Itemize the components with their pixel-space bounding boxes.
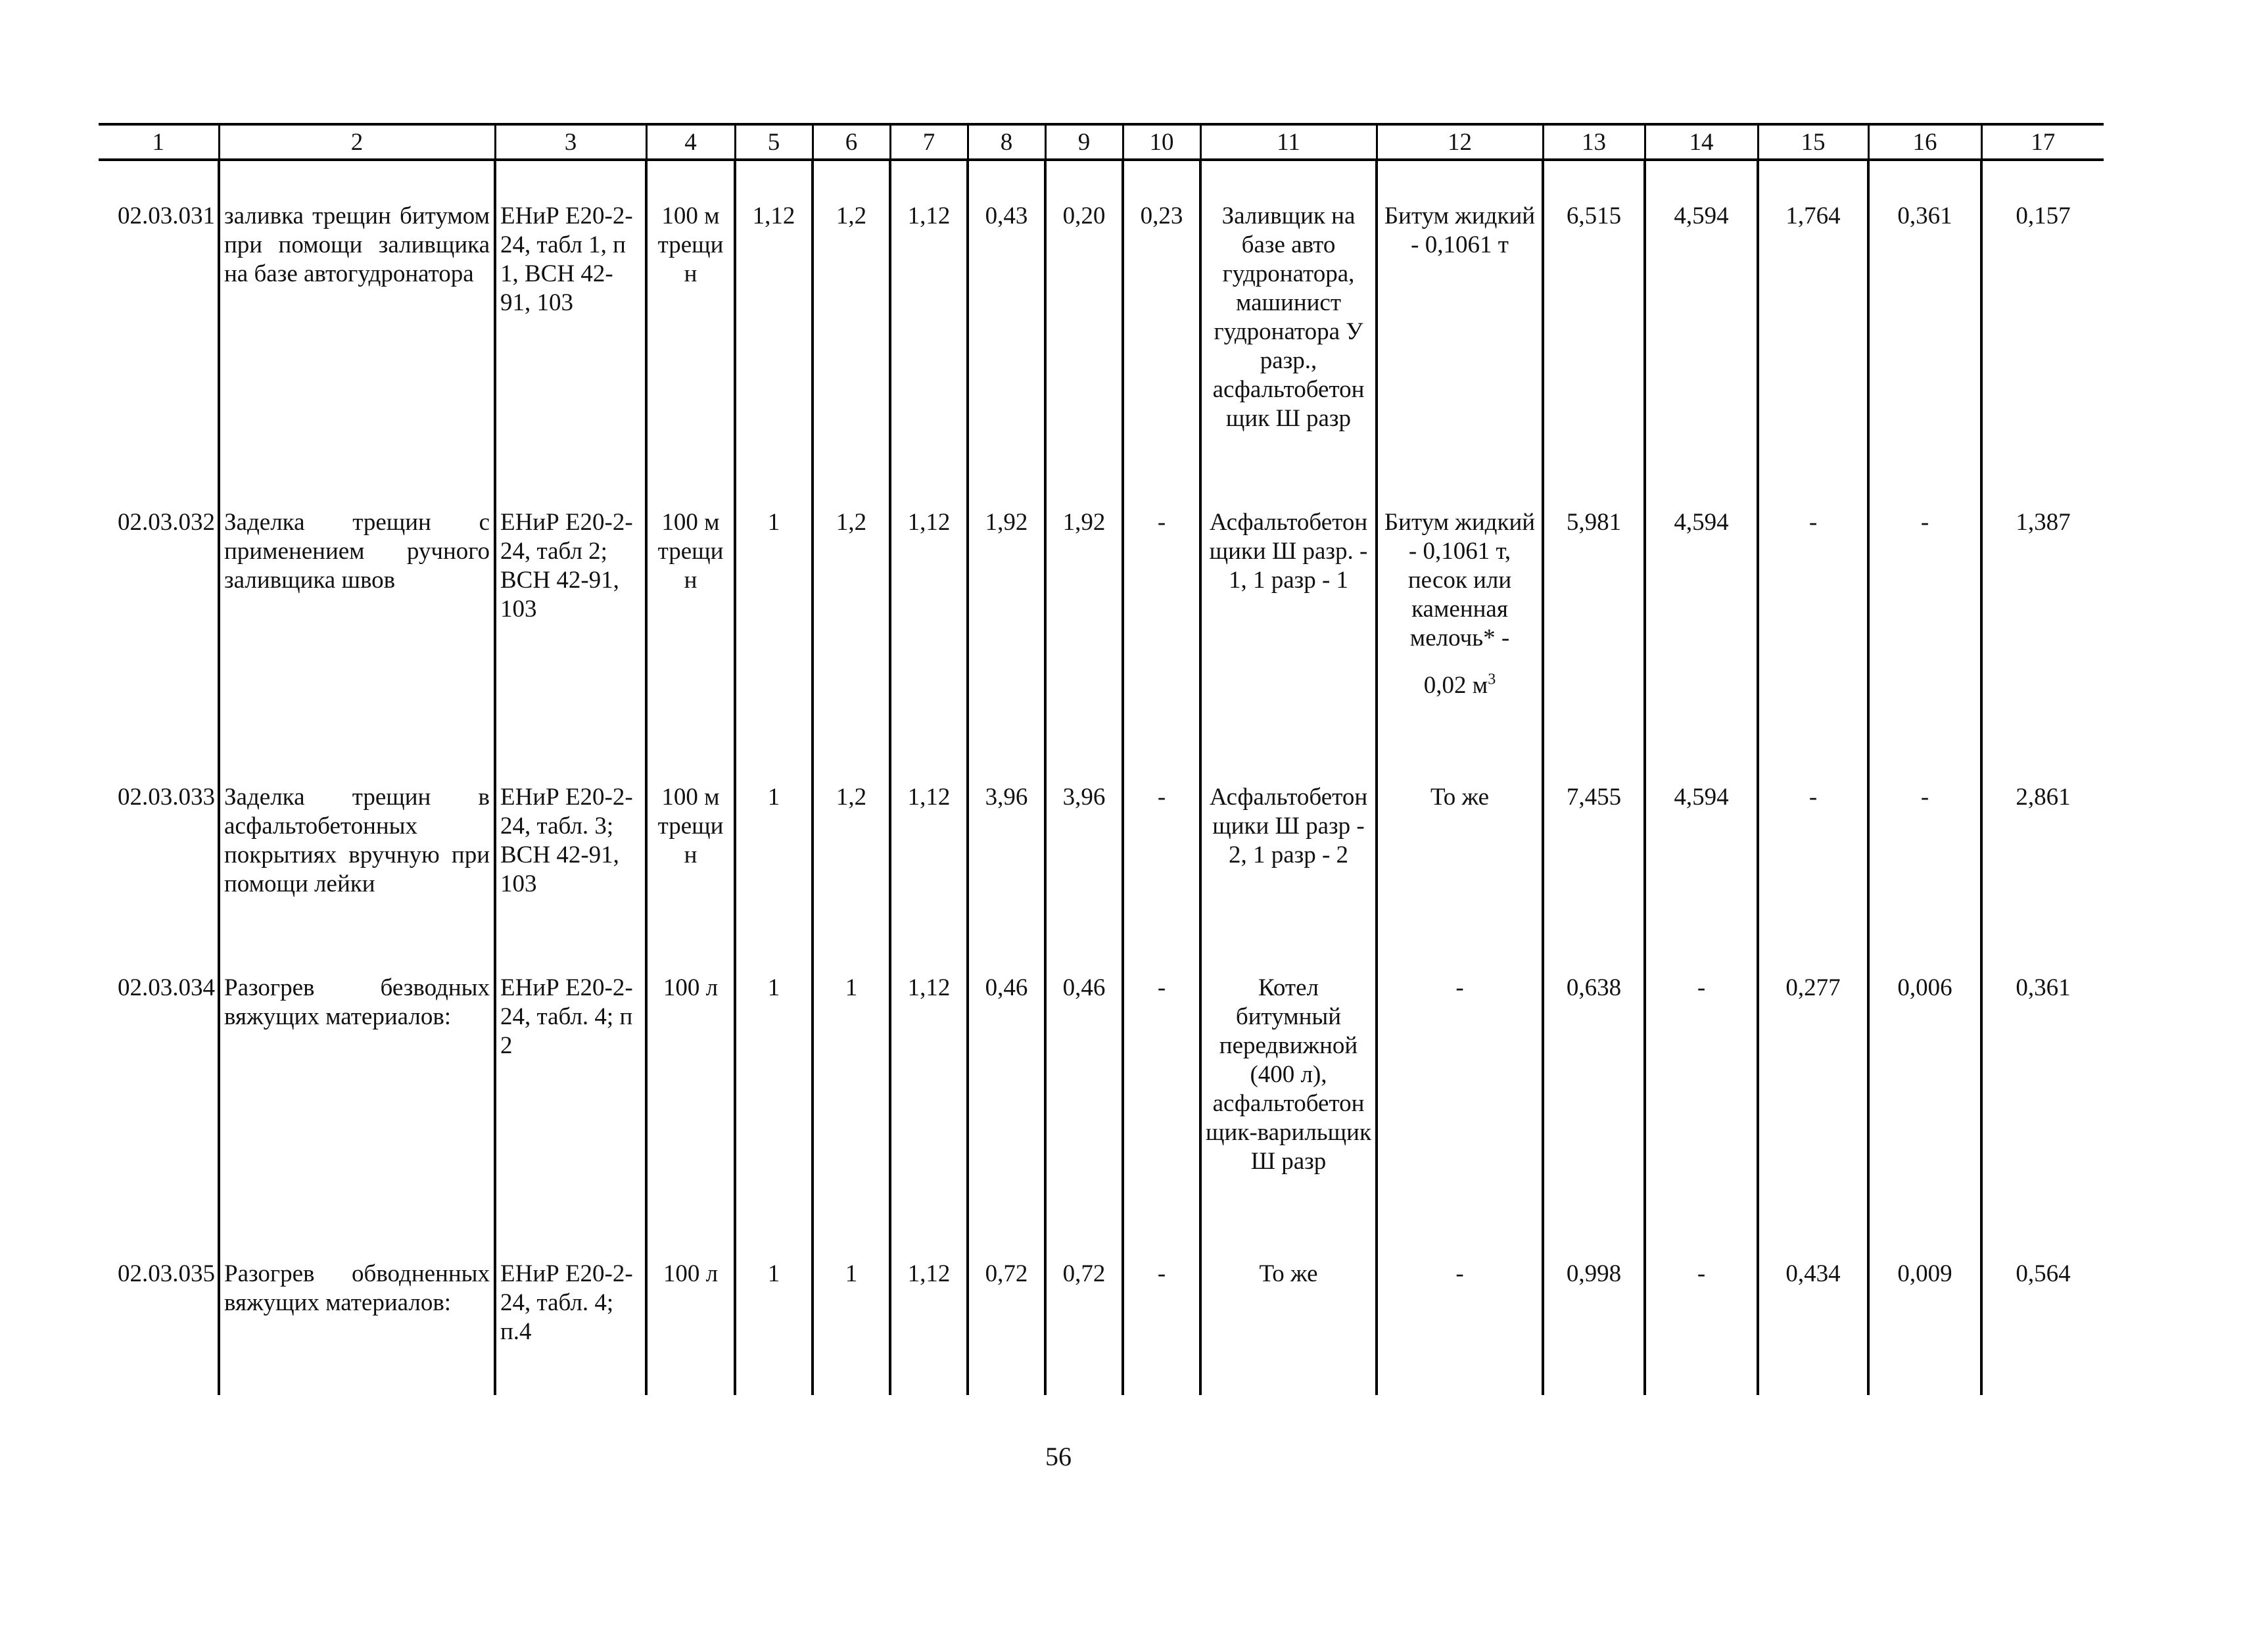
row-materials xyxy=(1377,750,1543,941)
row-norm-reference: ЕНиР Е20-2-24, табл 2; ВСН 42-91, 103 xyxy=(495,475,646,750)
row-col-13: 6,515 xyxy=(1543,160,1645,475)
row-col-17: 0,564 xyxy=(1981,1227,2104,1395)
materials-text: Битум жидкий - 0,1061 т xyxy=(1384,202,1536,258)
row-materials xyxy=(1377,941,1543,1227)
col-10-header: 10 xyxy=(1123,124,1200,160)
table-row xyxy=(99,160,2104,475)
row-materials xyxy=(1377,160,1543,475)
row-work-name: Разогрев обводненных вяжущих материалов: xyxy=(219,1227,495,1395)
row-col-7: 1,12 xyxy=(890,475,968,750)
row-col-13: 0,998 xyxy=(1543,1227,1645,1395)
row-norm-reference: ЕНиР Е20-2-24, табл 1, п 1, ВСН 42-91, 103 xyxy=(495,160,646,475)
row-col-5: 1 xyxy=(735,750,813,941)
row-col-15: - xyxy=(1758,750,1868,941)
col-11-header: 11 xyxy=(1200,124,1377,160)
row-col-6: 1,2 xyxy=(813,475,890,750)
materials-text: - xyxy=(1455,1260,1464,1287)
materials-sup: 3 xyxy=(1488,671,1496,688)
row-col-10: - xyxy=(1123,475,1200,750)
row-col-13: 7,455 xyxy=(1543,750,1645,941)
row-col-17: 2,861 xyxy=(1981,750,2104,941)
row-col-5: 1 xyxy=(735,941,813,1227)
row-code: 02.03.032 xyxy=(118,509,215,536)
col-2-header: 2 xyxy=(219,124,495,160)
row-col-9: 0,46 xyxy=(1045,941,1123,1227)
row-executors: Заливщик на базе авто гудронатора, машинист гудронатора У разр., асфальтобетонщик Ш разр xyxy=(1200,160,1377,475)
col-13-header: 13 xyxy=(1543,124,1645,160)
row-col-16: - xyxy=(1868,475,1981,750)
table-row xyxy=(99,475,2104,750)
col-6-header: 6 xyxy=(813,124,890,160)
row-col-8: 0,72 xyxy=(968,1227,1045,1395)
row-materials xyxy=(1377,475,1543,750)
row-col-8: 1,92 xyxy=(968,475,1045,750)
materials-text: То же xyxy=(1430,784,1490,811)
row-col-15: - xyxy=(1758,475,1868,750)
col-9-header: 9 xyxy=(1045,124,1123,160)
row-col-7: 1,12 xyxy=(890,750,968,941)
row-col-15: 0,277 xyxy=(1758,941,1868,1227)
row-col-7: 1,12 xyxy=(890,160,968,475)
row-col-14: 4,594 xyxy=(1645,160,1758,475)
col-3-header: 3 xyxy=(495,124,646,160)
row-code: 02.03.033 xyxy=(118,784,215,811)
table-row xyxy=(99,1227,2104,1395)
row-work-name: Заделка трещин с применением ручного заливщика швов xyxy=(219,475,495,750)
row-col-9: 3,96 xyxy=(1045,750,1123,941)
row-unit: 100 м трещин xyxy=(646,475,735,750)
row-col-16: 0,006 xyxy=(1868,941,1981,1227)
row-col-9: 0,72 xyxy=(1045,1227,1123,1395)
table-row xyxy=(99,941,2104,1227)
col-14-header: 14 xyxy=(1645,124,1758,160)
column-number-header xyxy=(99,124,2104,160)
materials-text: Битум жидкий - 0,1061 т, песок или каменная мелочь* - xyxy=(1384,509,1536,652)
col-5-header: 5 xyxy=(735,124,813,160)
row-col-10: 0,23 xyxy=(1123,160,1200,475)
row-col-10: - xyxy=(1123,941,1200,1227)
row-col-9: 0,20 xyxy=(1045,160,1123,475)
row-norm-reference: ЕНиР Е20-2-24, табл. 4; п 2 xyxy=(495,941,646,1227)
row-col-17: 1,387 xyxy=(1981,475,2104,750)
row-code: 02.03.035 xyxy=(118,1260,215,1287)
row-col-6: 1,2 xyxy=(813,160,890,475)
row-col-5: 1 xyxy=(735,1227,813,1395)
row-col-14: - xyxy=(1645,941,1758,1227)
row-col-9: 1,92 xyxy=(1045,475,1123,750)
row-col-8: 0,46 xyxy=(968,941,1045,1227)
row-col-13: 5,981 xyxy=(1543,475,1645,750)
col-7-header: 7 xyxy=(890,124,968,160)
col-15-header: 15 xyxy=(1758,124,1868,160)
row-unit: 100 л xyxy=(646,1227,735,1395)
row-code: 02.03.031 xyxy=(118,202,215,229)
row-col-14: 4,594 xyxy=(1645,750,1758,941)
row-col-17: 0,157 xyxy=(1981,160,2104,475)
row-executors: Котел битумный передвижной (400 л), асфальтобетонщик-варильщик Ш разр xyxy=(1200,941,1377,1227)
row-work-name: Разогрев безводных вяжущих материалов: xyxy=(219,941,495,1227)
row-work-name: Заделка трещин в асфальтобетонных покрытиях вручную при помощи лейки xyxy=(219,750,495,941)
row-col-6: 1,2 xyxy=(813,750,890,941)
row-col-16: 0,361 xyxy=(1868,160,1981,475)
materials-extra xyxy=(1382,671,1538,700)
row-col-5: 1,12 xyxy=(735,160,813,475)
row-col-15: 1,764 xyxy=(1758,160,1868,475)
row-col-14: - xyxy=(1645,1227,1758,1395)
row-norm-reference: ЕНиР Е20-2-24, табл. 4; п.4 xyxy=(495,1227,646,1395)
col-8-header: 8 xyxy=(968,124,1045,160)
row-col-16: - xyxy=(1868,750,1981,941)
row-unit: 100 л xyxy=(646,941,735,1227)
row-col-15: 0,434 xyxy=(1758,1227,1868,1395)
row-col-8: 3,96 xyxy=(968,750,1045,941)
row-col-17: 0,361 xyxy=(1981,941,2104,1227)
page-number: 56 xyxy=(1045,1442,1072,1471)
table-row xyxy=(99,750,2104,941)
row-col-13: 0,638 xyxy=(1543,941,1645,1227)
row-work-name: заливка трещин битумом при помощи заливщика на базе автогудронатора xyxy=(219,160,495,475)
row-col-10: - xyxy=(1123,750,1200,941)
row-col-7: 1,12 xyxy=(890,1227,968,1395)
row-col-14: 4,594 xyxy=(1645,475,1758,750)
materials-text: - xyxy=(1455,974,1464,1001)
col-17-header: 17 xyxy=(1981,124,2104,160)
row-col-10: - xyxy=(1123,1227,1200,1395)
row-norm-reference: ЕНиР Е20-2-24, табл. 3; ВСН 42-91, 103 xyxy=(495,750,646,941)
row-unit: 100 м трещин xyxy=(646,160,735,475)
row-executors: Асфальтобетонщики Ш разр - 2, 1 разр - 2 xyxy=(1200,750,1377,941)
col-16-header: 16 xyxy=(1868,124,1981,160)
row-code: 02.03.034 xyxy=(118,974,215,1001)
row-col-6: 1 xyxy=(813,1227,890,1395)
row-executors: То же xyxy=(1200,1227,1377,1395)
row-col-7: 1,12 xyxy=(890,941,968,1227)
row-materials xyxy=(1377,1227,1543,1395)
col-12-header: 12 xyxy=(1377,124,1543,160)
norms-table xyxy=(99,123,2104,1395)
row-col-6: 1 xyxy=(813,941,890,1227)
col-1-header: 1 xyxy=(99,124,219,160)
row-col-5: 1 xyxy=(735,475,813,750)
materials-extra-text: 0,02 м xyxy=(1423,672,1488,699)
row-col-16: 0,009 xyxy=(1868,1227,1981,1395)
row-col-8: 0,43 xyxy=(968,160,1045,475)
row-unit: 100 м трещин xyxy=(646,750,735,941)
col-4-header: 4 xyxy=(646,124,735,160)
row-executors: Асфальтобетонщики Ш разр. - 1, 1 разр - 1 xyxy=(1200,475,1377,750)
